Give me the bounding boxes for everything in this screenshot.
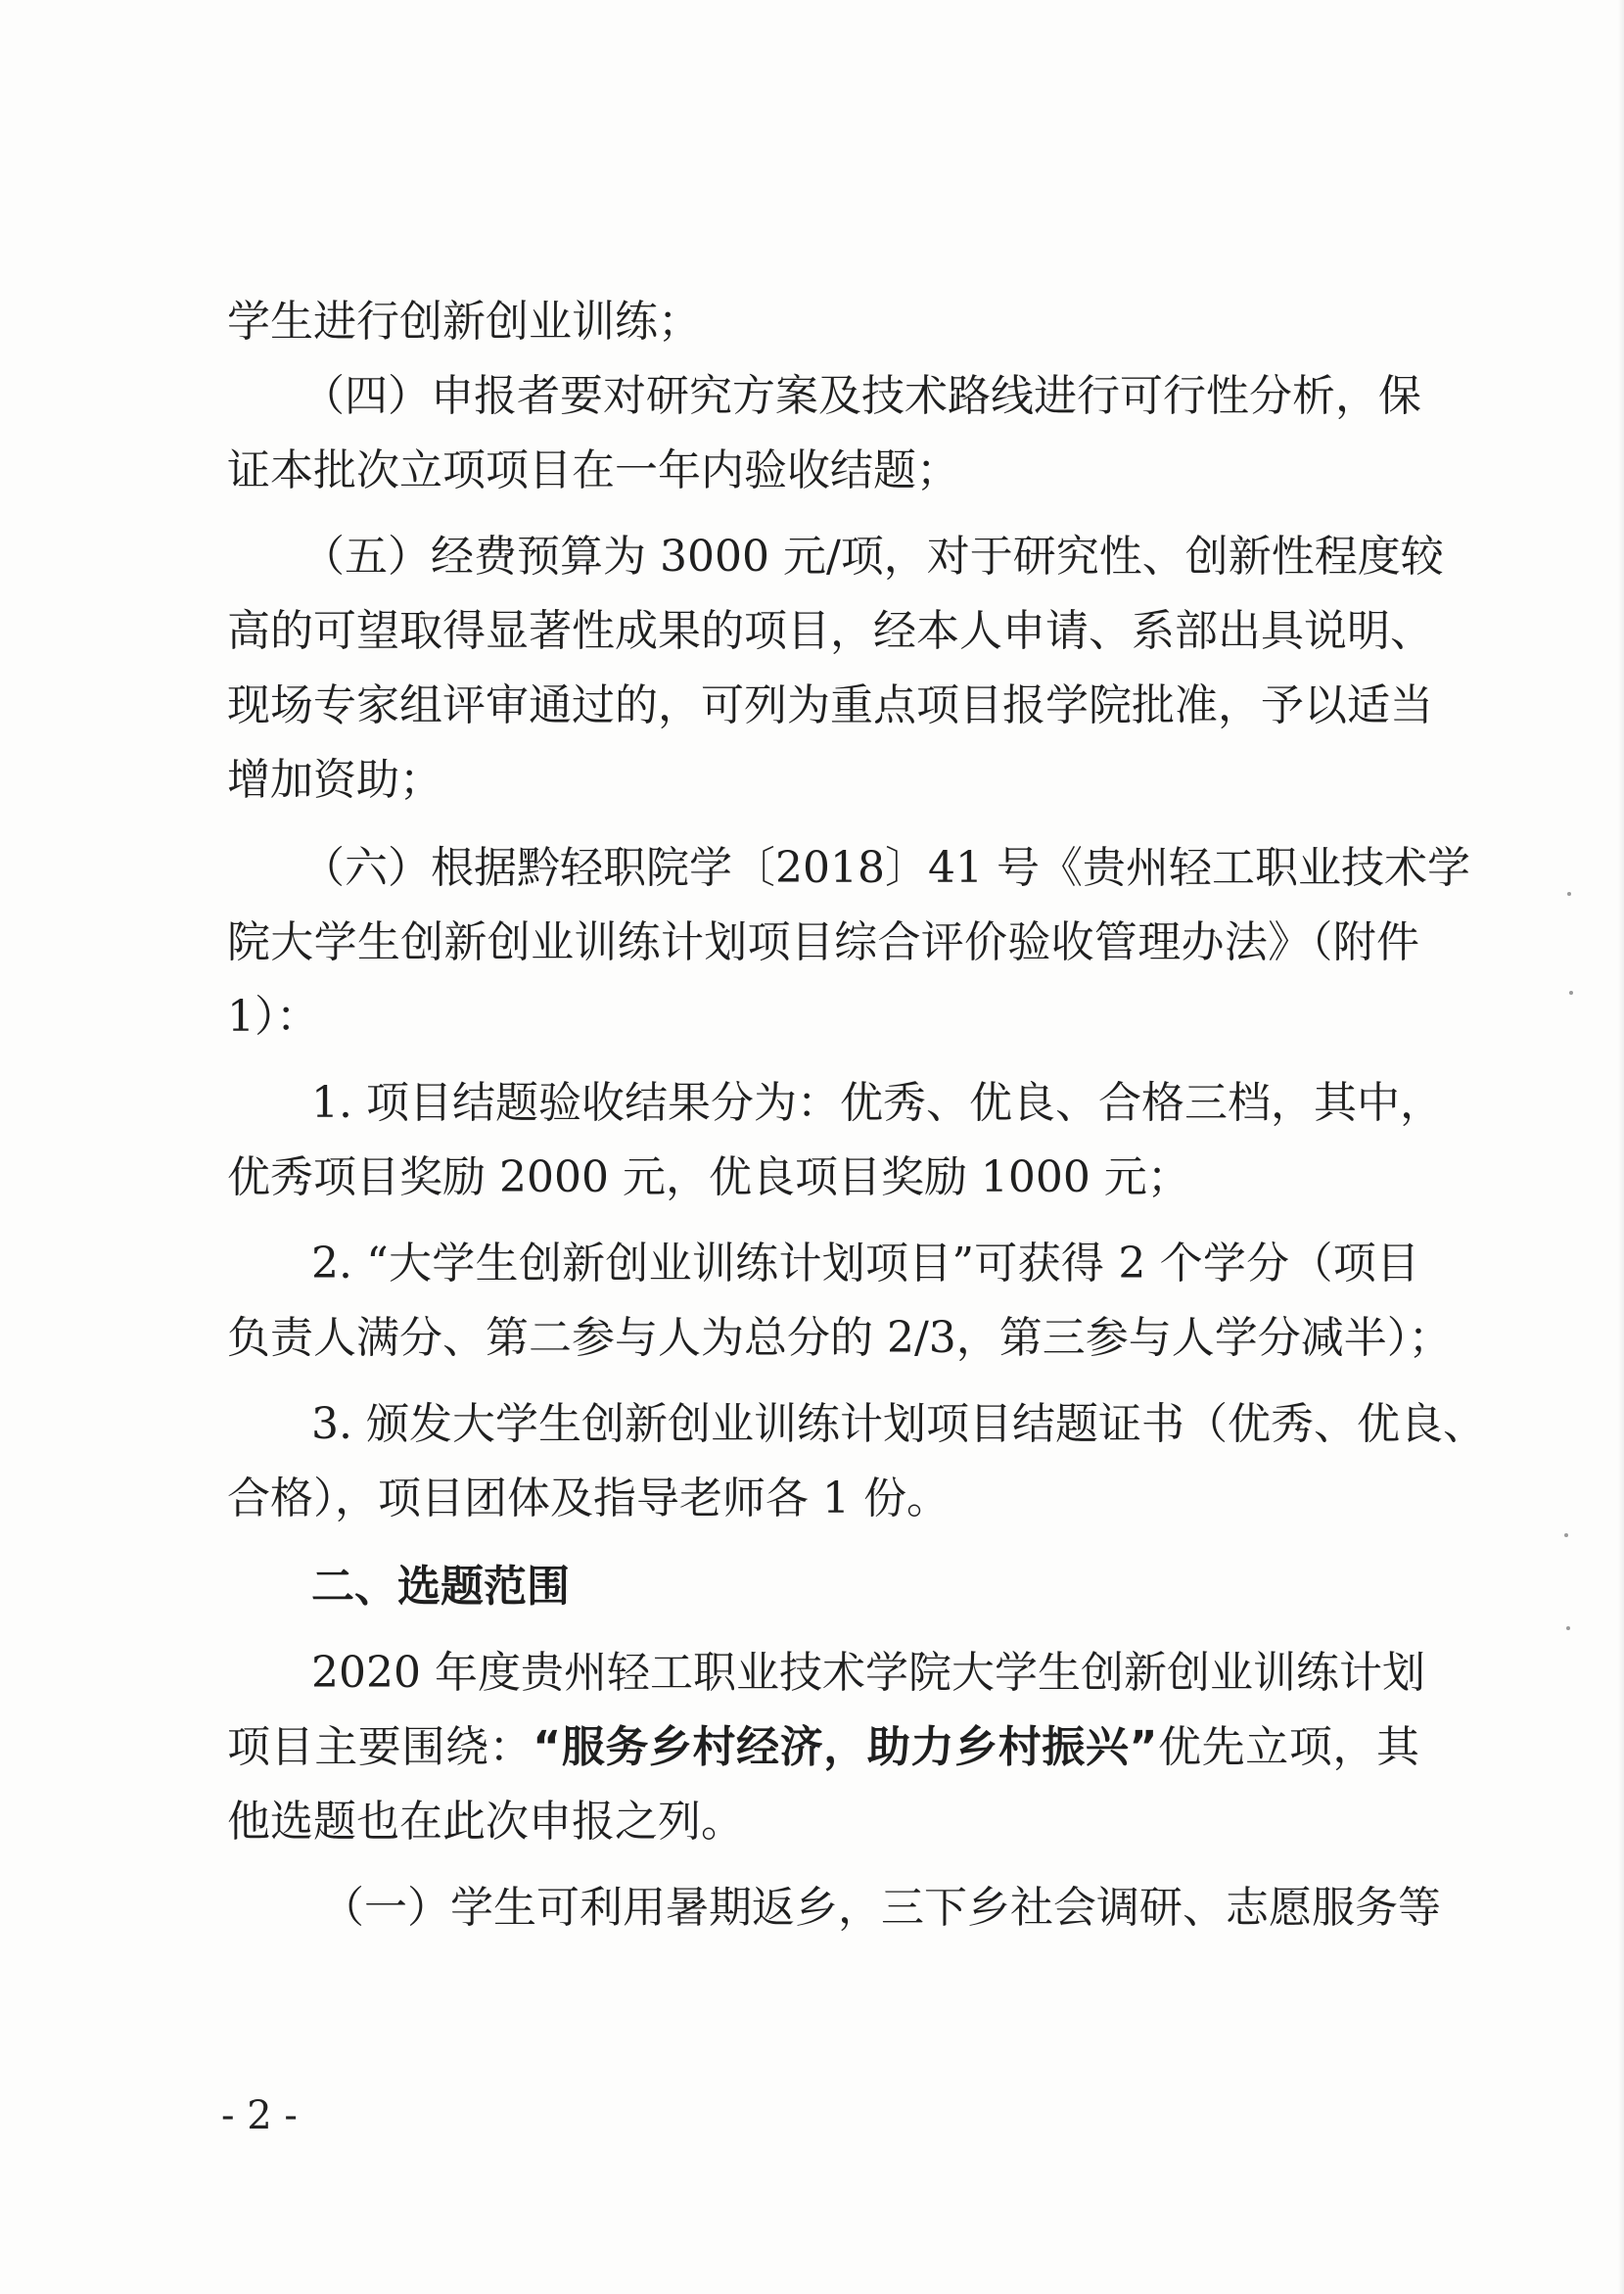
text-line-8: （六）根据黔轻职院学〔2018〕41 号《贵州轻工职业技术学 (302, 843, 1470, 893)
scan-speck (1567, 892, 1571, 896)
scope-line-2-prefix: 项目主要围绕： (227, 1722, 534, 1772)
scope-line-2-suffix: 优先立项，其 (1157, 1722, 1420, 1772)
scan-speck (1569, 991, 1573, 995)
text-line-14: 负责人满分、第二参与人为总分的 2/3，第三参与人学分减半）； (227, 1313, 1452, 1363)
scan-speck (1566, 1626, 1570, 1630)
text-line-11: 1. 项目结题验收结果分为：优秀、优良、合格三档，其中， (311, 1078, 1443, 1128)
text-line-12: 优秀项目奖励 2000 元，优良项目奖励 1000 元； (227, 1152, 1190, 1202)
text-line-2: （四）申报者要对研究方案及技术路线进行可行性分析，保 (302, 371, 1421, 421)
text-line-16: 合格），项目团体及指导老师各 1 份。 (227, 1474, 950, 1523)
text-line-10: 1）： (227, 992, 319, 1042)
text-line-7: 增加资助； (227, 755, 442, 805)
page-number: - 2 - (221, 2093, 298, 2138)
scan-edge-shadow (1618, 0, 1624, 2294)
text-line-4: （五）经费预算为 3000 元/项，对于研究性、创新性程度较 (302, 532, 1444, 582)
text-line-5: 高的可望取得显著性成果的项目，经本人申请、系部出具说明、 (227, 606, 1433, 656)
scope-line-1: 2020 年度贵州轻工职业技术学院大学生创新创业训练计划 (311, 1648, 1425, 1698)
scope-line-3: 他选题也在此次申报之列。 (227, 1797, 744, 1847)
section-heading: 二、选题范围 (311, 1562, 570, 1612)
scope-line-4: （一）学生可利用暑期返乡，三下乡社会调研、志愿服务等 (321, 1883, 1441, 1933)
scope-line-2-emphasis: “服务乡村经济，助力乡村振兴” (533, 1722, 1158, 1772)
text-line-13: 2. “大学生创新创业训练计划项目”可获得 2 个学分（项目 (311, 1239, 1419, 1288)
text-line-6: 现场专家组评审通过的，可列为重点项目报学院批准，予以适当 (227, 680, 1433, 730)
scope-line-2 (227, 1720, 1419, 1775)
text-line-9: 院大学生创新创业训练计划项目综合评价验收管理办法》（附件 (227, 917, 1419, 967)
scan-speck (1564, 1533, 1568, 1537)
text-line-1: 学生进行创新创业训练； (227, 297, 701, 347)
text-line-15: 3. 颁发大学生创新创业训练计划项目结题证书（优秀、优良、 (311, 1399, 1486, 1449)
text-line-3: 证本批次立项项目在一年内验收结题； (227, 445, 959, 495)
